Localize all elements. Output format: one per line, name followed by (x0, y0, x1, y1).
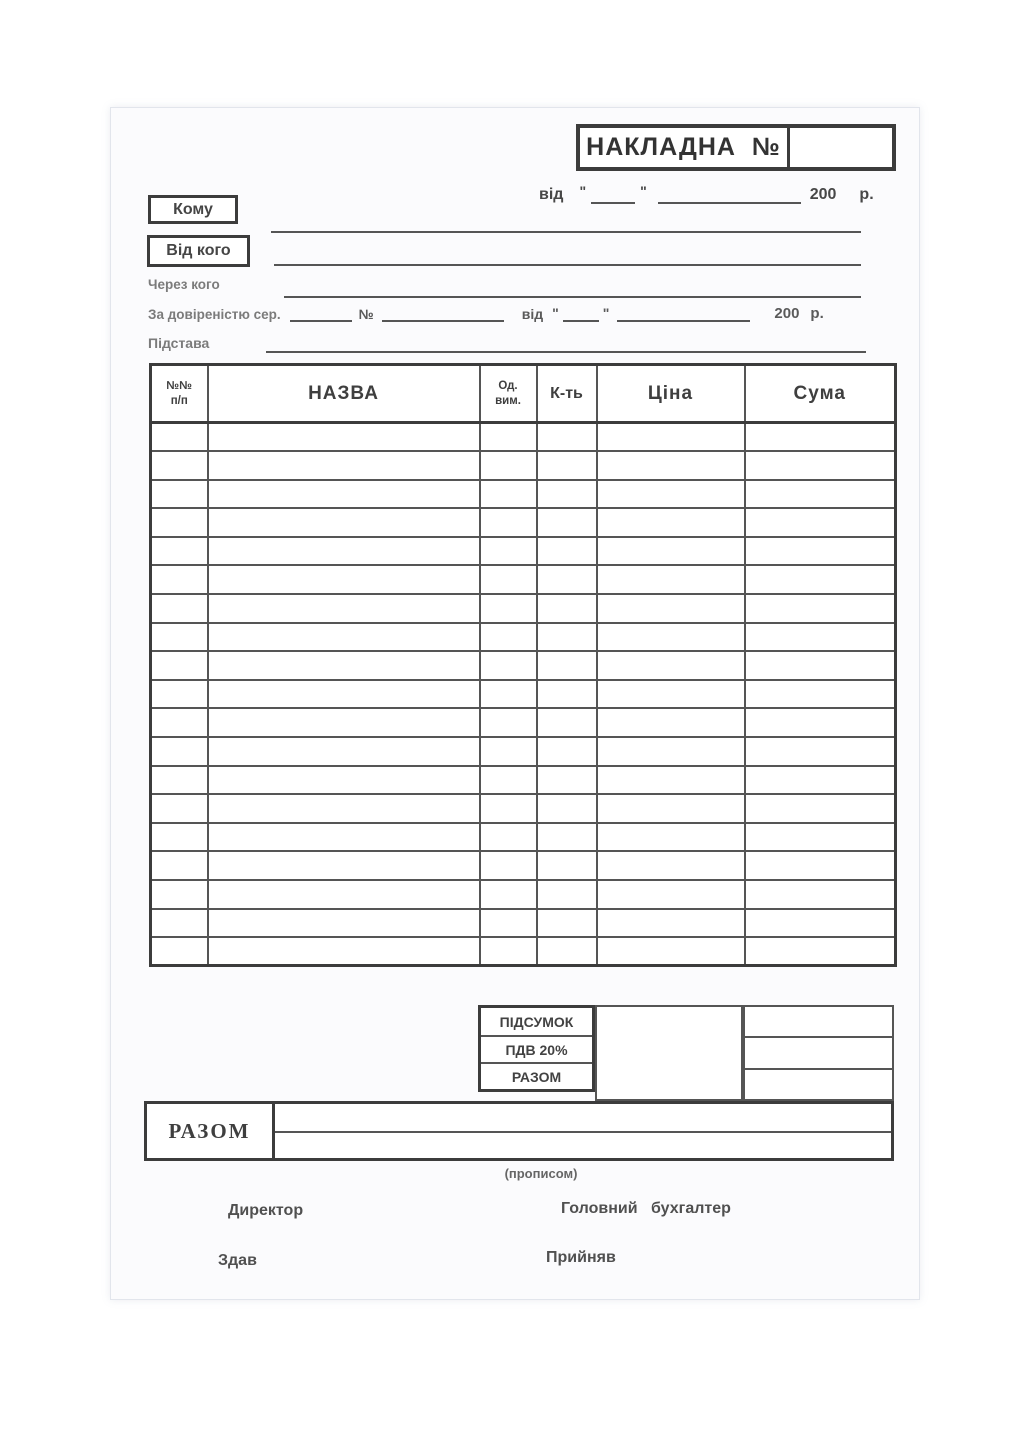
item-row (151, 623, 896, 652)
col-header-price: Ціна (597, 365, 745, 423)
col-header-unit-line2: вим. (495, 394, 521, 407)
total-label: РАЗОМ (481, 1062, 592, 1089)
grand-total-writing-line (275, 1131, 891, 1133)
year-suffix: р. (859, 186, 874, 203)
subtotal-value-cell (745, 1007, 892, 1036)
item-cell-empty (597, 766, 745, 795)
item-cell-empty (537, 851, 597, 880)
item-cell-empty (480, 823, 537, 852)
col-header-name: НАЗВА (208, 365, 480, 423)
basis-blank-line (266, 351, 866, 353)
item-cell-empty (597, 537, 745, 566)
item-cell-empty (151, 423, 208, 452)
item-cell-empty (597, 680, 745, 709)
attorney-numero-sign: № (358, 307, 374, 322)
col-header-unit-line1: Од. (498, 380, 518, 393)
item-cell-empty (597, 480, 745, 509)
item-cell-empty (208, 480, 480, 509)
totals-labels-box (478, 1005, 595, 1092)
item-cell-empty (597, 623, 745, 652)
item-cell-empty (208, 451, 480, 480)
totals-spacer-box (595, 1005, 743, 1101)
to-label: Кому (173, 200, 213, 218)
item-cell-empty (151, 508, 208, 537)
attorney-from-label: від (521, 306, 544, 322)
from-label-box (147, 235, 250, 267)
item-cell-empty (537, 937, 597, 966)
item-row (151, 851, 896, 880)
item-cell-empty (537, 680, 597, 709)
chief-accountant-signature-label: Головний бухгалтер (561, 1200, 731, 1217)
attorney-open-quote: " (552, 305, 559, 321)
grand-total-box (144, 1101, 894, 1161)
invoice-title-cell (580, 128, 790, 167)
year-prefix: 200 (809, 186, 837, 203)
item-cell-empty (597, 708, 745, 737)
item-row (151, 708, 896, 737)
director-signature-label: Директор (228, 1202, 304, 1219)
item-cell-empty (480, 880, 537, 909)
item-cell-empty (745, 880, 896, 909)
item-cell-empty (151, 708, 208, 737)
item-row (151, 508, 896, 537)
item-cell-empty (151, 909, 208, 938)
item-cell-empty (537, 565, 597, 594)
invoice-date-line (539, 182, 874, 204)
item-cell-empty (537, 823, 597, 852)
col-header-num-line2: п/п (170, 394, 188, 407)
from-blank-line (274, 264, 861, 266)
item-row (151, 537, 896, 566)
attorney-label: За довіреністю сер. (148, 307, 281, 322)
invoice-title: НАКЛАДНА (586, 133, 736, 161)
item-cell-empty (480, 794, 537, 823)
item-cell-empty (480, 909, 537, 938)
item-cell-empty (208, 937, 480, 966)
in-words-note: (прописом) (504, 1166, 578, 1181)
item-cell-empty (151, 480, 208, 509)
item-cell-empty (480, 766, 537, 795)
item-row (151, 423, 896, 452)
item-cell-empty (745, 851, 896, 880)
item-cell-empty (151, 823, 208, 852)
item-row (151, 937, 896, 966)
item-cell-empty (597, 651, 745, 680)
item-cell-empty (480, 451, 537, 480)
item-cell-empty (480, 594, 537, 623)
basis-label: Підстава (148, 335, 210, 351)
item-cell-empty (480, 623, 537, 652)
item-cell-empty (151, 651, 208, 680)
item-row (151, 909, 896, 938)
item-cell-empty (537, 623, 597, 652)
item-cell-empty (208, 651, 480, 680)
item-cell-empty (745, 565, 896, 594)
item-cell-empty (151, 737, 208, 766)
to-blank-line (271, 231, 861, 233)
item-cell-empty (745, 909, 896, 938)
item-cell-empty (208, 508, 480, 537)
item-cell-empty (597, 909, 745, 938)
received-by-signature-label: Прийняв (546, 1249, 616, 1266)
item-cell-empty (537, 480, 597, 509)
col-header-num-line1: №№ (166, 380, 193, 393)
item-cell-empty (597, 508, 745, 537)
item-cell-empty (208, 623, 480, 652)
item-row (151, 737, 896, 766)
item-cell-empty (151, 537, 208, 566)
item-cell-empty (208, 565, 480, 594)
item-cell-empty (208, 708, 480, 737)
item-cell-empty (745, 680, 896, 709)
item-row (151, 823, 896, 852)
item-cell-empty (208, 594, 480, 623)
item-cell-empty (745, 480, 896, 509)
col-header-sum: Сума (745, 365, 896, 423)
item-cell-empty (745, 708, 896, 737)
item-cell-empty (745, 823, 896, 852)
item-cell-empty (745, 937, 896, 966)
item-cell-empty (151, 565, 208, 594)
item-cell-empty (745, 794, 896, 823)
item-cell-empty (597, 937, 745, 966)
item-cell-empty (597, 851, 745, 880)
invoice-number-field (790, 128, 892, 167)
item-cell-empty (745, 623, 896, 652)
item-row (151, 480, 896, 509)
item-cell-empty (537, 537, 597, 566)
item-row (151, 451, 896, 480)
item-cell-empty (537, 766, 597, 795)
items-table-header (151, 365, 896, 423)
item-cell-empty (151, 623, 208, 652)
item-cell-empty (745, 537, 896, 566)
attorney-close-quote: " (602, 305, 610, 321)
item-row (151, 680, 896, 709)
item-cell-empty (537, 708, 597, 737)
item-cell-empty (208, 537, 480, 566)
item-cell-empty (480, 937, 537, 966)
item-cell-empty (537, 794, 597, 823)
item-cell-empty (480, 508, 537, 537)
scanned-form-content (111, 108, 919, 1299)
item-cell-empty (208, 880, 480, 909)
attorney-day-blank (563, 308, 599, 322)
invoice-title-box (576, 124, 896, 171)
item-row (151, 794, 896, 823)
item-cell-empty (151, 851, 208, 880)
item-row (151, 565, 896, 594)
close-quote: " (640, 183, 647, 199)
item-cell-empty (597, 794, 745, 823)
item-cell-empty (151, 794, 208, 823)
item-cell-empty (597, 565, 745, 594)
item-cell-empty (597, 594, 745, 623)
item-cell-empty (480, 708, 537, 737)
item-cell-empty (745, 737, 896, 766)
totals-values-box (743, 1005, 894, 1101)
item-cell-empty (151, 680, 208, 709)
item-cell-empty (537, 651, 597, 680)
attorney-year: 200 (774, 305, 800, 322)
date-month-blank (658, 190, 801, 204)
item-cell-empty (208, 823, 480, 852)
grand-total-label: РАЗОМ (147, 1104, 275, 1158)
item-cell-empty (480, 423, 537, 452)
item-cell-empty (208, 423, 480, 452)
vat-label: ПДВ 20% (481, 1035, 592, 1062)
item-cell-empty (537, 909, 597, 938)
items-table (149, 363, 897, 967)
item-cell-empty (745, 423, 896, 452)
item-cell-empty (745, 451, 896, 480)
from-label: Від кого (166, 242, 231, 259)
item-cell-empty (537, 423, 597, 452)
item-cell-empty (480, 565, 537, 594)
subtotal-label: ПІДСУМОК (499, 1013, 574, 1030)
handed-by-signature-label: Здав (218, 1252, 257, 1269)
item-cell-empty (745, 766, 896, 795)
item-row (151, 651, 896, 680)
open-quote: " (579, 183, 587, 199)
item-cell-empty (597, 880, 745, 909)
attorney-year-suffix: р. (810, 305, 824, 322)
item-cell-empty (745, 508, 896, 537)
item-cell-empty (537, 508, 597, 537)
item-cell-empty (208, 680, 480, 709)
col-header-quantity: К-ть (537, 365, 597, 423)
item-cell-empty (480, 537, 537, 566)
attorney-series-blank (290, 308, 352, 322)
attorney-month-blank (617, 308, 750, 322)
date-day-blank (591, 190, 635, 204)
item-cell-empty (537, 594, 597, 623)
invoice-form-page (110, 107, 920, 1300)
total-value-cell (745, 1068, 892, 1099)
item-row (151, 766, 896, 795)
via-blank-line (284, 296, 861, 298)
item-cell-empty (480, 680, 537, 709)
item-cell-empty (480, 480, 537, 509)
item-cell-empty (745, 651, 896, 680)
col-header-unit (480, 365, 537, 423)
item-cell-empty (537, 880, 597, 909)
attorney-number-blank (382, 308, 504, 322)
item-cell-empty (597, 737, 745, 766)
item-cell-empty (151, 451, 208, 480)
via-label: Через кого (148, 277, 220, 292)
attorney-line (148, 304, 824, 322)
item-cell-empty (208, 737, 480, 766)
item-cell-empty (537, 737, 597, 766)
item-row (151, 880, 896, 909)
to-label-box (148, 195, 238, 224)
numero-sign: № (751, 133, 781, 161)
grand-total-words-area (275, 1104, 891, 1158)
item-cell-empty (597, 451, 745, 480)
date-from-label: від (539, 186, 564, 203)
item-cell-empty (208, 766, 480, 795)
item-cell-empty (480, 851, 537, 880)
item-cell-empty (537, 451, 597, 480)
item-cell-empty (480, 651, 537, 680)
item-cell-empty (480, 737, 537, 766)
item-cell-empty (151, 937, 208, 966)
item-cell-empty (597, 823, 745, 852)
item-cell-empty (151, 880, 208, 909)
item-cell-empty (597, 423, 745, 452)
vat-value-cell (745, 1036, 892, 1067)
item-cell-empty (208, 794, 480, 823)
item-cell-empty (745, 594, 896, 623)
items-table-body (151, 423, 896, 966)
item-cell-empty (208, 851, 480, 880)
item-cell-empty (151, 766, 208, 795)
item-cell-empty (151, 594, 208, 623)
col-header-row-number (151, 365, 208, 423)
item-cell-empty (208, 909, 480, 938)
item-row (151, 594, 896, 623)
